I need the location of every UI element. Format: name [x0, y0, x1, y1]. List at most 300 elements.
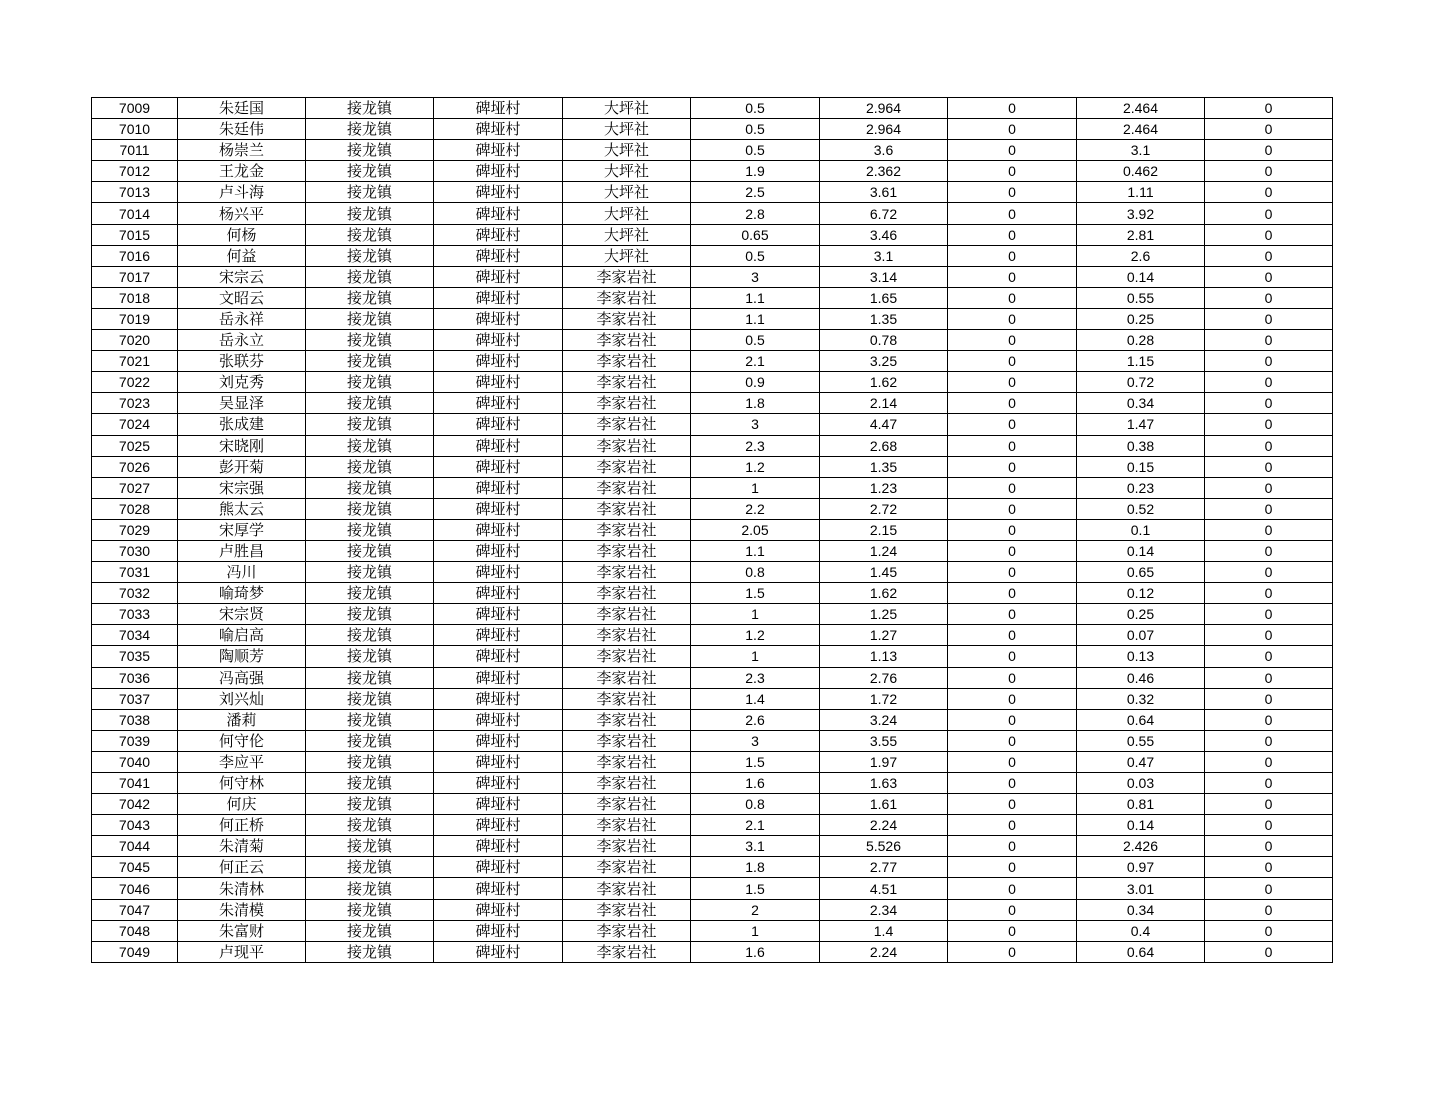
value-4-cell: 3.1	[1077, 140, 1205, 161]
value-5-cell: 0	[1205, 161, 1333, 182]
value-1-cell: 1.2	[691, 456, 820, 477]
village-cell: 碑垭村	[434, 330, 563, 351]
value-1-cell: 1.6	[691, 941, 820, 962]
town-cell: 接龙镇	[306, 161, 434, 182]
value-2-cell: 1.62	[820, 372, 948, 393]
value-3-cell: 0	[948, 646, 1077, 667]
value-3-cell: 0	[948, 119, 1077, 140]
name-cell: 朱富财	[178, 920, 306, 941]
value-5-cell: 0	[1205, 330, 1333, 351]
value-1-cell: 1	[691, 646, 820, 667]
value-5-cell: 0	[1205, 751, 1333, 772]
village-cell: 碑垭村	[434, 414, 563, 435]
value-3-cell: 0	[948, 941, 1077, 962]
table-row	[92, 119, 1333, 140]
village-cell: 碑垭村	[434, 836, 563, 857]
value-1-cell: 0.8	[691, 562, 820, 583]
table-row	[92, 393, 1333, 414]
village-cell: 碑垭村	[434, 562, 563, 583]
value-5-cell: 0	[1205, 98, 1333, 119]
village-cell: 碑垭村	[434, 899, 563, 920]
group-cell: 李家岩社	[563, 330, 691, 351]
value-1-cell: 3	[691, 266, 820, 287]
group-cell: 李家岩社	[563, 751, 691, 772]
value-1-cell: 2.5	[691, 182, 820, 203]
town-cell: 接龙镇	[306, 140, 434, 161]
value-4-cell: 2.6	[1077, 245, 1205, 266]
table-row	[92, 498, 1333, 519]
name-cell: 朱清林	[178, 878, 306, 899]
town-cell: 接龙镇	[306, 709, 434, 730]
value-3-cell: 0	[948, 456, 1077, 477]
value-1-cell: 1	[691, 477, 820, 498]
value-5-cell: 0	[1205, 794, 1333, 815]
name-cell: 吴显泽	[178, 393, 306, 414]
group-cell: 李家岩社	[563, 920, 691, 941]
village-cell: 碑垭村	[434, 730, 563, 751]
row-id-cell: 7031	[92, 562, 178, 583]
value-4-cell: 0.23	[1077, 477, 1205, 498]
value-4-cell: 0.07	[1077, 625, 1205, 646]
value-1-cell: 2.8	[691, 203, 820, 224]
value-2-cell: 4.47	[820, 414, 948, 435]
group-cell: 李家岩社	[563, 625, 691, 646]
value-3-cell: 0	[948, 667, 1077, 688]
value-2-cell: 2.34	[820, 899, 948, 920]
name-cell: 朱清菊	[178, 836, 306, 857]
village-cell: 碑垭村	[434, 456, 563, 477]
value-5-cell: 0	[1205, 688, 1333, 709]
value-3-cell: 0	[948, 351, 1077, 372]
table-row	[92, 667, 1333, 688]
value-3-cell: 0	[948, 245, 1077, 266]
row-id-cell: 7044	[92, 836, 178, 857]
value-1-cell: 2.6	[691, 709, 820, 730]
value-5-cell: 0	[1205, 604, 1333, 625]
value-1-cell: 0.5	[691, 119, 820, 140]
town-cell: 接龙镇	[306, 519, 434, 540]
row-id-cell: 7038	[92, 709, 178, 730]
value-4-cell: 0.55	[1077, 287, 1205, 308]
value-1-cell: 1.8	[691, 393, 820, 414]
value-2-cell: 2.77	[820, 857, 948, 878]
group-cell: 李家岩社	[563, 730, 691, 751]
row-id-cell: 7014	[92, 203, 178, 224]
value-3-cell: 0	[948, 709, 1077, 730]
value-3-cell: 0	[948, 161, 1077, 182]
value-2-cell: 2.15	[820, 519, 948, 540]
village-cell: 碑垭村	[434, 203, 563, 224]
value-2-cell: 1.4	[820, 920, 948, 941]
value-1-cell: 0.9	[691, 372, 820, 393]
row-id-cell: 7035	[92, 646, 178, 667]
group-cell: 李家岩社	[563, 773, 691, 794]
village-cell: 碑垭村	[434, 857, 563, 878]
group-cell: 大坪社	[563, 245, 691, 266]
table-row	[92, 562, 1333, 583]
row-id-cell: 7048	[92, 920, 178, 941]
value-2-cell: 2.14	[820, 393, 948, 414]
value-1-cell: 1.1	[691, 540, 820, 561]
table-row	[92, 709, 1333, 730]
value-1-cell: 1.9	[691, 161, 820, 182]
value-3-cell: 0	[948, 393, 1077, 414]
village-cell: 碑垭村	[434, 540, 563, 561]
value-1-cell: 1.4	[691, 688, 820, 709]
value-1-cell: 1.2	[691, 625, 820, 646]
group-cell: 李家岩社	[563, 836, 691, 857]
group-cell: 李家岩社	[563, 688, 691, 709]
town-cell: 接龙镇	[306, 414, 434, 435]
value-2-cell: 1.45	[820, 562, 948, 583]
village-cell: 碑垭村	[434, 688, 563, 709]
village-cell: 碑垭村	[434, 583, 563, 604]
name-cell: 杨崇兰	[178, 140, 306, 161]
table-row	[92, 540, 1333, 561]
village-cell: 碑垭村	[434, 161, 563, 182]
value-4-cell: 0.25	[1077, 604, 1205, 625]
name-cell: 刘克秀	[178, 372, 306, 393]
group-cell: 大坪社	[563, 182, 691, 203]
name-cell: 何杨	[178, 224, 306, 245]
name-cell: 文昭云	[178, 287, 306, 308]
village-cell: 碑垭村	[434, 477, 563, 498]
value-2-cell: 1.25	[820, 604, 948, 625]
table-row	[92, 836, 1333, 857]
row-id-cell: 7032	[92, 583, 178, 604]
table-row	[92, 878, 1333, 899]
value-2-cell: 2.964	[820, 98, 948, 119]
value-2-cell: 2.24	[820, 941, 948, 962]
table-row	[92, 857, 1333, 878]
town-cell: 接龙镇	[306, 773, 434, 794]
value-3-cell: 0	[948, 498, 1077, 519]
row-id-cell: 7037	[92, 688, 178, 709]
town-cell: 接龙镇	[306, 308, 434, 329]
value-5-cell: 0	[1205, 477, 1333, 498]
table-row	[92, 414, 1333, 435]
group-cell: 李家岩社	[563, 456, 691, 477]
row-id-cell: 7049	[92, 941, 178, 962]
name-cell: 张联芬	[178, 351, 306, 372]
value-4-cell: 0.462	[1077, 161, 1205, 182]
row-id-cell: 7019	[92, 308, 178, 329]
value-2-cell: 3.24	[820, 709, 948, 730]
town-cell: 接龙镇	[306, 899, 434, 920]
value-4-cell: 0.65	[1077, 562, 1205, 583]
value-1-cell: 2.05	[691, 519, 820, 540]
value-1-cell: 2.1	[691, 815, 820, 836]
value-5-cell: 0	[1205, 119, 1333, 140]
village-cell: 碑垭村	[434, 372, 563, 393]
value-5-cell: 0	[1205, 266, 1333, 287]
row-id-cell: 7016	[92, 245, 178, 266]
row-id-cell: 7042	[92, 794, 178, 815]
value-2-cell: 1.72	[820, 688, 948, 709]
village-cell: 碑垭村	[434, 773, 563, 794]
town-cell: 接龙镇	[306, 857, 434, 878]
table-row	[92, 140, 1333, 161]
value-2-cell: 1.63	[820, 773, 948, 794]
group-cell: 李家岩社	[563, 477, 691, 498]
row-id-cell: 7043	[92, 815, 178, 836]
village-cell: 碑垭村	[434, 498, 563, 519]
value-1-cell: 1.5	[691, 751, 820, 772]
value-2-cell: 3.14	[820, 266, 948, 287]
town-cell: 接龙镇	[306, 646, 434, 667]
value-1-cell: 2.1	[691, 351, 820, 372]
value-4-cell: 0.4	[1077, 920, 1205, 941]
row-id-cell: 7047	[92, 899, 178, 920]
group-cell: 李家岩社	[563, 815, 691, 836]
value-2-cell: 1.35	[820, 308, 948, 329]
group-cell: 大坪社	[563, 140, 691, 161]
value-5-cell: 0	[1205, 456, 1333, 477]
table-row	[92, 751, 1333, 772]
table-row	[92, 519, 1333, 540]
table-row	[92, 920, 1333, 941]
value-3-cell: 0	[948, 857, 1077, 878]
value-3-cell: 0	[948, 562, 1077, 583]
town-cell: 接龙镇	[306, 266, 434, 287]
group-cell: 李家岩社	[563, 266, 691, 287]
group-cell: 李家岩社	[563, 857, 691, 878]
group-cell: 李家岩社	[563, 899, 691, 920]
value-3-cell: 0	[948, 308, 1077, 329]
group-cell: 李家岩社	[563, 308, 691, 329]
value-3-cell: 0	[948, 836, 1077, 857]
table-row	[92, 308, 1333, 329]
name-cell: 熊太云	[178, 498, 306, 519]
value-5-cell: 0	[1205, 224, 1333, 245]
value-5-cell: 0	[1205, 519, 1333, 540]
row-id-cell: 7040	[92, 751, 178, 772]
value-4-cell: 0.14	[1077, 540, 1205, 561]
value-1-cell: 2.3	[691, 667, 820, 688]
name-cell: 宋晓刚	[178, 435, 306, 456]
group-cell: 大坪社	[563, 161, 691, 182]
name-cell: 卢斗海	[178, 182, 306, 203]
value-1-cell: 2.2	[691, 498, 820, 519]
value-3-cell: 0	[948, 815, 1077, 836]
value-5-cell: 0	[1205, 498, 1333, 519]
town-cell: 接龙镇	[306, 456, 434, 477]
value-1-cell: 3.1	[691, 836, 820, 857]
value-4-cell: 0.03	[1077, 773, 1205, 794]
name-cell: 岳永立	[178, 330, 306, 351]
value-4-cell: 0.14	[1077, 266, 1205, 287]
value-1-cell: 0.5	[691, 98, 820, 119]
value-4-cell: 0.12	[1077, 583, 1205, 604]
name-cell: 李应平	[178, 751, 306, 772]
value-5-cell: 0	[1205, 140, 1333, 161]
value-4-cell: 0.32	[1077, 688, 1205, 709]
table-row	[92, 287, 1333, 308]
name-cell: 张成建	[178, 414, 306, 435]
value-4-cell: 0.14	[1077, 815, 1205, 836]
town-cell: 接龙镇	[306, 119, 434, 140]
group-cell: 李家岩社	[563, 667, 691, 688]
table-row	[92, 456, 1333, 477]
value-2-cell: 1.62	[820, 583, 948, 604]
value-5-cell: 0	[1205, 667, 1333, 688]
village-cell: 碑垭村	[434, 266, 563, 287]
value-5-cell: 0	[1205, 941, 1333, 962]
town-cell: 接龙镇	[306, 98, 434, 119]
group-cell: 李家岩社	[563, 878, 691, 899]
village-cell: 碑垭村	[434, 815, 563, 836]
value-5-cell: 0	[1205, 709, 1333, 730]
name-cell: 卢胜昌	[178, 540, 306, 561]
value-4-cell: 2.464	[1077, 119, 1205, 140]
value-4-cell: 0.15	[1077, 456, 1205, 477]
value-2-cell: 1.27	[820, 625, 948, 646]
village-cell: 碑垭村	[434, 224, 563, 245]
town-cell: 接龙镇	[306, 604, 434, 625]
value-5-cell: 0	[1205, 730, 1333, 751]
value-4-cell: 1.47	[1077, 414, 1205, 435]
value-4-cell: 0.34	[1077, 899, 1205, 920]
town-cell: 接龙镇	[306, 372, 434, 393]
value-1-cell: 3	[691, 414, 820, 435]
value-2-cell: 1.65	[820, 287, 948, 308]
value-3-cell: 0	[948, 540, 1077, 561]
town-cell: 接龙镇	[306, 625, 434, 646]
value-1-cell: 1.1	[691, 308, 820, 329]
value-3-cell: 0	[948, 224, 1077, 245]
table-row	[92, 730, 1333, 751]
value-5-cell: 0	[1205, 287, 1333, 308]
row-id-cell: 7009	[92, 98, 178, 119]
value-2-cell: 2.72	[820, 498, 948, 519]
town-cell: 接龙镇	[306, 498, 434, 519]
name-cell: 冯川	[178, 562, 306, 583]
group-cell: 李家岩社	[563, 393, 691, 414]
town-cell: 接龙镇	[306, 941, 434, 962]
town-cell: 接龙镇	[306, 878, 434, 899]
row-id-cell: 7023	[92, 393, 178, 414]
value-1-cell: 1.5	[691, 583, 820, 604]
value-2-cell: 2.68	[820, 435, 948, 456]
name-cell: 杨兴平	[178, 203, 306, 224]
name-cell: 潘莉	[178, 709, 306, 730]
value-3-cell: 0	[948, 794, 1077, 815]
name-cell: 陶顺芳	[178, 646, 306, 667]
value-5-cell: 0	[1205, 583, 1333, 604]
village-cell: 碑垭村	[434, 794, 563, 815]
value-5-cell: 0	[1205, 836, 1333, 857]
row-id-cell: 7013	[92, 182, 178, 203]
town-cell: 接龙镇	[306, 477, 434, 498]
value-2-cell: 3.1	[820, 245, 948, 266]
table-row	[92, 688, 1333, 709]
value-3-cell: 0	[948, 899, 1077, 920]
village-cell: 碑垭村	[434, 308, 563, 329]
value-1-cell: 0.8	[691, 794, 820, 815]
value-3-cell: 0	[948, 287, 1077, 308]
table-row	[92, 224, 1333, 245]
name-cell: 卢现平	[178, 941, 306, 962]
value-2-cell: 2.76	[820, 667, 948, 688]
village-cell: 碑垭村	[434, 393, 563, 414]
town-cell: 接龙镇	[306, 435, 434, 456]
row-id-cell: 7011	[92, 140, 178, 161]
value-5-cell: 0	[1205, 393, 1333, 414]
row-id-cell: 7021	[92, 351, 178, 372]
row-id-cell: 7015	[92, 224, 178, 245]
value-2-cell: 1.61	[820, 794, 948, 815]
village-cell: 碑垭村	[434, 920, 563, 941]
table-row	[92, 266, 1333, 287]
value-3-cell: 0	[948, 98, 1077, 119]
value-1-cell: 3	[691, 730, 820, 751]
group-cell: 李家岩社	[563, 498, 691, 519]
name-cell: 刘兴灿	[178, 688, 306, 709]
group-cell: 李家岩社	[563, 604, 691, 625]
value-5-cell: 0	[1205, 308, 1333, 329]
town-cell: 接龙镇	[306, 224, 434, 245]
table-row	[92, 941, 1333, 962]
table-row	[92, 182, 1333, 203]
value-2-cell: 1.97	[820, 751, 948, 772]
value-5-cell: 0	[1205, 899, 1333, 920]
row-id-cell: 7045	[92, 857, 178, 878]
name-cell: 何益	[178, 245, 306, 266]
value-5-cell: 0	[1205, 540, 1333, 561]
value-5-cell: 0	[1205, 878, 1333, 899]
value-5-cell: 0	[1205, 646, 1333, 667]
town-cell: 接龙镇	[306, 751, 434, 772]
value-5-cell: 0	[1205, 625, 1333, 646]
value-3-cell: 0	[948, 182, 1077, 203]
table-row	[92, 203, 1333, 224]
town-cell: 接龙镇	[306, 836, 434, 857]
row-id-cell: 7034	[92, 625, 178, 646]
value-2-cell: 3.61	[820, 182, 948, 203]
village-cell: 碑垭村	[434, 751, 563, 772]
row-id-cell: 7017	[92, 266, 178, 287]
group-cell: 大坪社	[563, 224, 691, 245]
row-id-cell: 7012	[92, 161, 178, 182]
value-1-cell: 0.5	[691, 330, 820, 351]
value-5-cell: 0	[1205, 562, 1333, 583]
value-3-cell: 0	[948, 920, 1077, 941]
value-4-cell: 2.426	[1077, 836, 1205, 857]
value-4-cell: 0.25	[1077, 308, 1205, 329]
table-row	[92, 477, 1333, 498]
name-cell: 朱清模	[178, 899, 306, 920]
value-1-cell: 1.8	[691, 857, 820, 878]
value-2-cell: 1.23	[820, 477, 948, 498]
value-4-cell: 0.46	[1077, 667, 1205, 688]
village-cell: 碑垭村	[434, 287, 563, 308]
row-id-cell: 7041	[92, 773, 178, 794]
village-cell: 碑垭村	[434, 941, 563, 962]
value-4-cell: 1.15	[1077, 351, 1205, 372]
value-5-cell: 0	[1205, 245, 1333, 266]
value-4-cell: 2.81	[1077, 224, 1205, 245]
value-4-cell: 0.13	[1077, 646, 1205, 667]
table-row	[92, 372, 1333, 393]
value-4-cell: 0.55	[1077, 730, 1205, 751]
table-row	[92, 899, 1333, 920]
village-cell: 碑垭村	[434, 245, 563, 266]
value-1-cell: 1	[691, 604, 820, 625]
group-cell: 李家岩社	[563, 709, 691, 730]
name-cell: 岳永祥	[178, 308, 306, 329]
group-cell: 李家岩社	[563, 414, 691, 435]
group-cell: 大坪社	[563, 98, 691, 119]
